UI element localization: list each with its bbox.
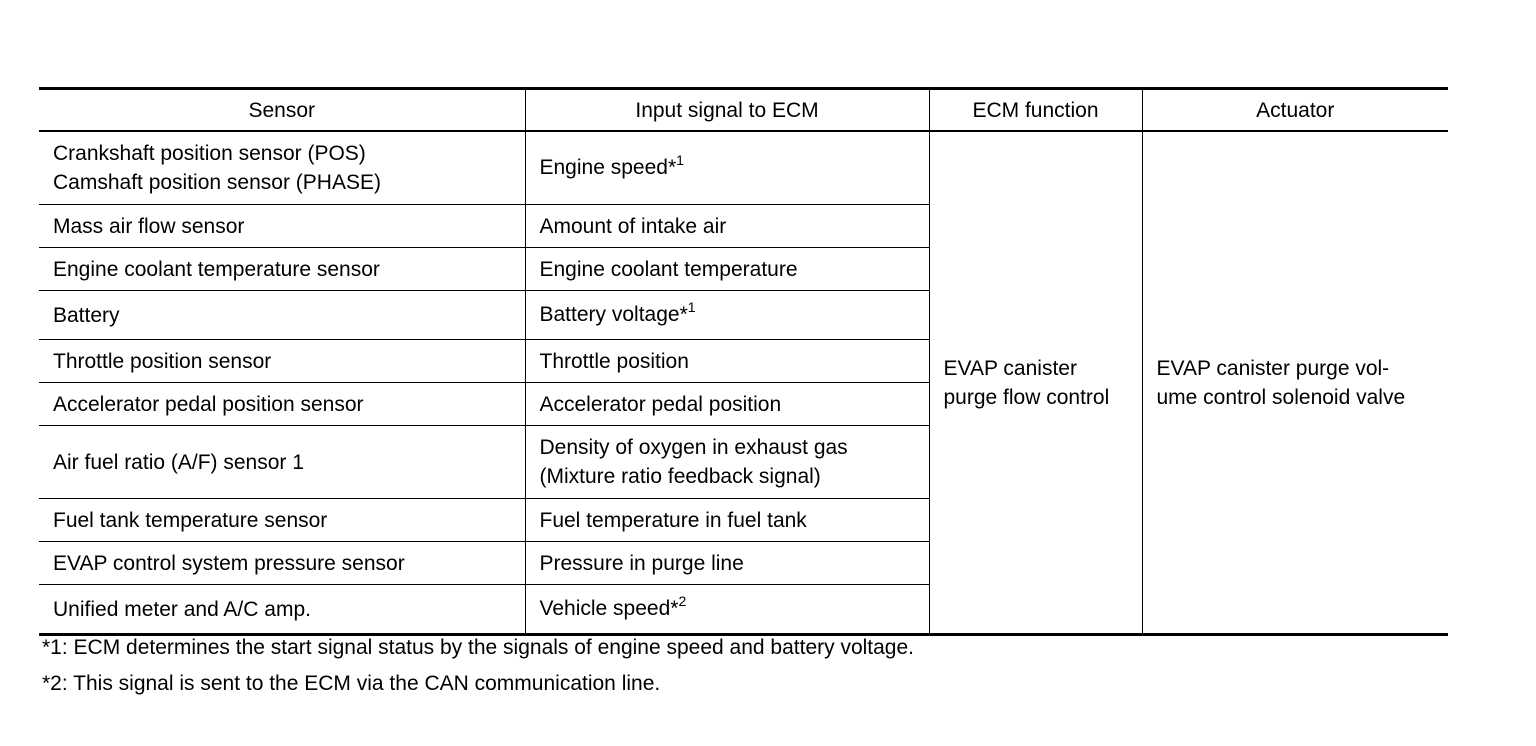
input-signal-cell (525, 131, 929, 205)
sensor-cell: Unified meter and A/C amp. (39, 585, 525, 635)
ecm-function-cell (929, 131, 1142, 635)
sensor-cell: Fuel tank temperature sensor (39, 499, 525, 542)
table-row (39, 131, 1448, 205)
sensor-text: Camshaft position sensor (PHASE) (53, 171, 381, 194)
header-input-signal: Input signal to ECM (525, 89, 929, 132)
input-signal-cell (525, 426, 929, 499)
input-signal-cell (525, 585, 929, 635)
sensor-text: Crankshaft position sensor (POS) (53, 142, 366, 165)
input-signal-text: Density of oxygen in exhaust gas (539, 436, 848, 459)
header-sensor: Sensor (39, 89, 525, 132)
input-signal-cell: Pressure in purge line (525, 542, 929, 585)
input-signal-cell (525, 291, 929, 340)
sensor-cell: Air fuel ratio (A/F) sensor 1 (39, 426, 525, 499)
footnote-ref: 1 (676, 151, 684, 168)
footnote-ref: 1 (687, 298, 696, 315)
input-signal-text: Engine speed* (539, 155, 677, 179)
ecm-function-text: purge flow control (943, 385, 1110, 409)
footnote-1: *1: ECM determines the start signal status by the signals of engine speed and battery voltage. (42, 636, 915, 659)
sensor-cell: Accelerator pedal position sensor (39, 383, 525, 426)
actuator-cell (1142, 131, 1448, 635)
sensor-actuator-table (39, 87, 1448, 636)
input-signal-cell: Amount of intake air (525, 205, 929, 248)
header-actuator: Actuator (1142, 89, 1448, 132)
footnote-2: *2: This signal is sent to the ECM via the CAN communication line. (42, 672, 661, 695)
footnotes (42, 636, 914, 708)
ecm-function-text: EVAP canister (943, 356, 1077, 380)
input-signal-cell: Throttle position (525, 340, 929, 383)
input-signal-cell: Engine coolant temperature (525, 248, 929, 291)
actuator-text: EVAP canister purge vol- (1156, 356, 1390, 380)
input-signal-cell: Fuel temperature in fuel tank (525, 499, 929, 542)
input-signal-cell: Accelerator pedal position (525, 383, 929, 426)
footnote-ref: 2 (678, 592, 687, 609)
header-ecm-function: ECM function (929, 89, 1142, 132)
input-signal-text: Vehicle speed* (539, 596, 679, 620)
sensor-cell: Mass air flow sensor (39, 205, 525, 248)
sensor-cell (39, 131, 525, 205)
sensor-cell: Throttle position sensor (39, 340, 525, 383)
table-header-row (39, 89, 1448, 132)
sensor-cell: Engine coolant temperature sensor (39, 248, 525, 291)
sensor-cell: EVAP control system pressure sensor (39, 542, 525, 585)
input-signal-text: (Mixture ratio feedback signal) (539, 465, 821, 488)
actuator-text: ume control solenoid valve (1156, 385, 1406, 409)
input-signal-text: Battery voltage* (539, 302, 688, 326)
sensor-cell: Battery (39, 291, 525, 340)
